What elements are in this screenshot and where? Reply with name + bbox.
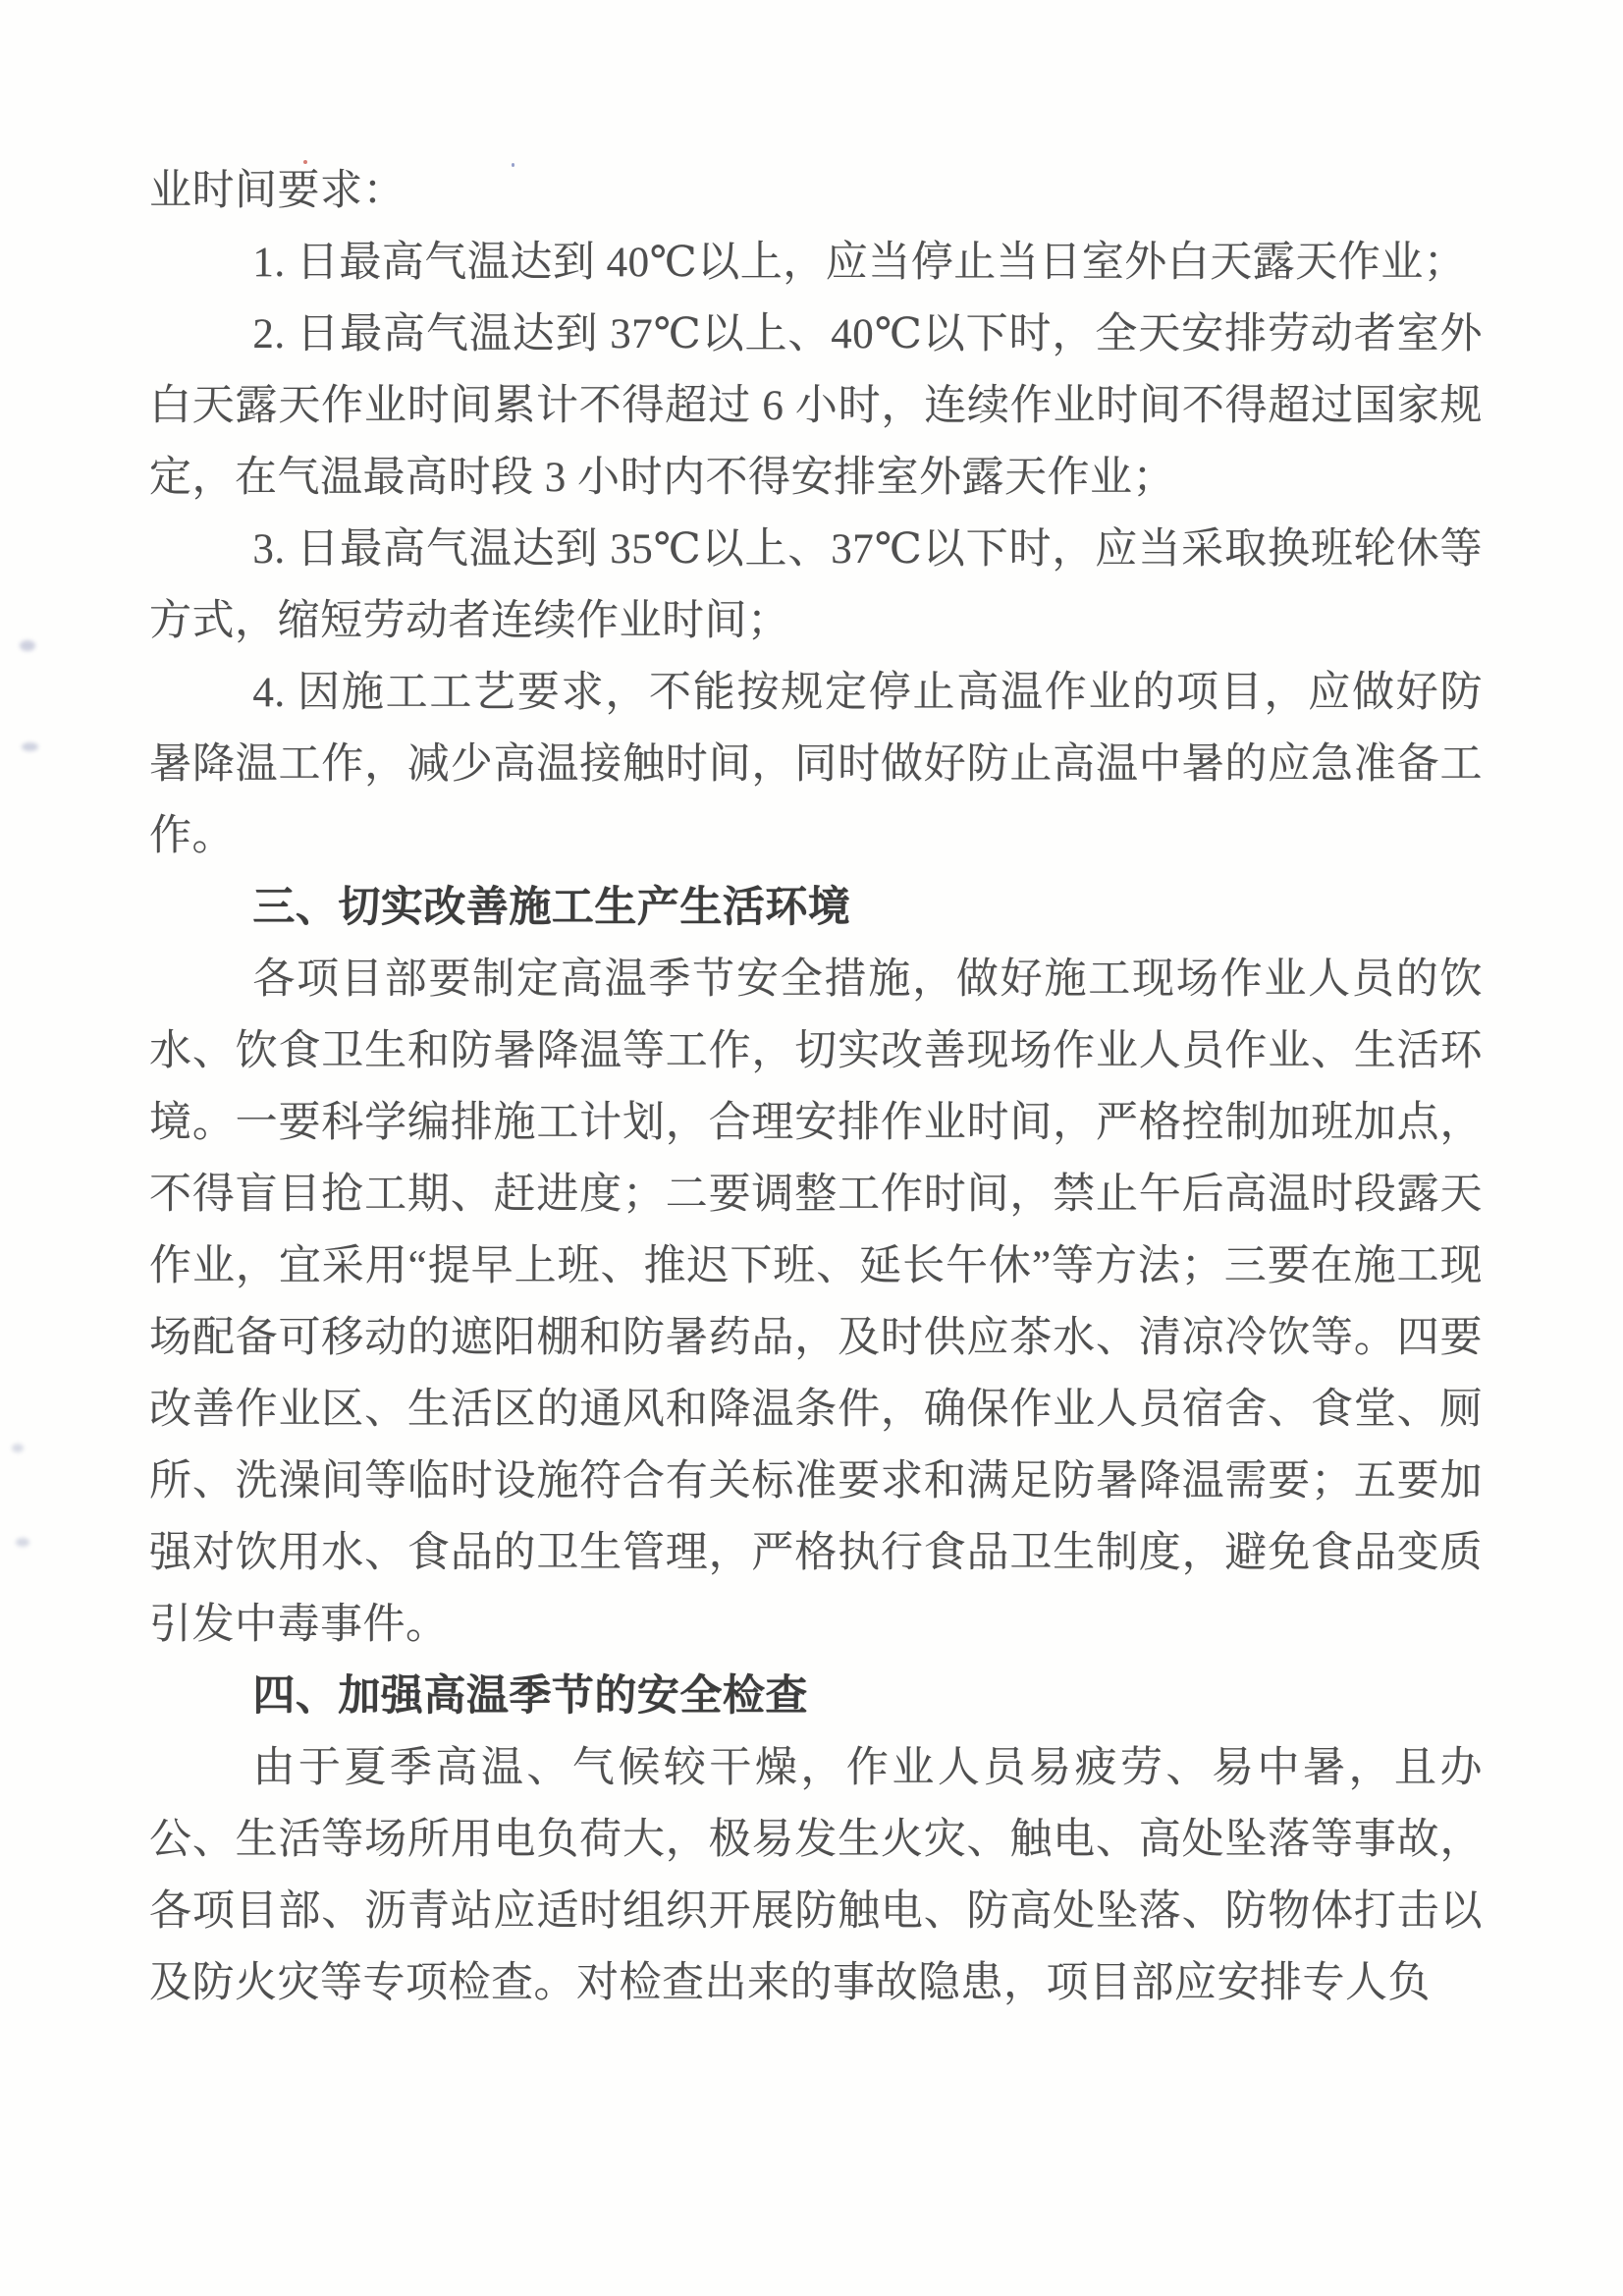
section-heading: 四、加强高温季节的安全检查 (252, 1673, 808, 1720)
paragraph: 业时间要求： (149, 168, 406, 214)
paragraph: 3. 日最高气温达到 35℃以上、37℃以下时，应当采取换班轮休等方式，缩短劳动者连续作业时间； (149, 526, 1483, 644)
paragraph: 各项目部要制定高温季节安全措施，做好施工现场作业人员的饮水、饮食卫生和防暑降温等工作，切实改善现场作业人员作业、生活环境。一要科学编排施工计划，合理安排作业时间，严格控制加班加点，不得盲目抢工期、赶进度；二要调整工作时间，禁止午后高温时段露天作业，宜采用“提早上班、推迟下班、延长午休”等方法；三要在施工现场配备可移动的遮阳棚和防暑药品，及时供应茶水、清凉冷饮等。四要改善作业区、生活区的通风和降温条件，确保作业人员宿舍、食堂、厕所、洗澡间等临时设施符合有关标准要求和满足防暑降温需要；五要加强对饮用水、食品的卫生管理，严格执行食品卫生制度，避免食品变质引发中毒事件。 (149, 957, 1483, 1648)
paragraph: 1. 日最高气温达到 40℃以上，应当停止当日室外白天露天作业； (252, 240, 1467, 286)
paragraph: 4. 因施工工艺要求，不能按规定停止高温作业的项目，应做好防暑降温工作，减少高温接触时间，同时做好防止高温中暑的应急准备工作。 (149, 670, 1483, 859)
scan-smudge (22, 742, 38, 751)
scan-smudge (12, 1444, 24, 1452)
section-heading: 三、切实改善施工生产生活环境 (252, 885, 851, 931)
document-content (149, 155, 1483, 2019)
scan-smudge (20, 640, 35, 651)
scan-smudge (16, 1538, 29, 1547)
paragraph: 由于夏季高温、气候较干燥，作业人员易疲劳、易中暑，且办公、生活等场所用电负荷大，极易发生火灾、触电、高处坠落等事故，各项目部、沥青站应适时组织开展防触电、防高处坠落、防物体打击以及防火灾等专项检查。对检查出来的事故隐患，项目部应安排专人负 (149, 1745, 1483, 2006)
paragraph: 2. 日最高气温达到 37℃以上、40℃以下时，全天安排劳动者室外白天露天作业时间累计不得超过 6 小时，连续作业时间不得超过国家规定，在气温最高时段 3 小时内不得安排室外露天作业； (149, 311, 1483, 501)
